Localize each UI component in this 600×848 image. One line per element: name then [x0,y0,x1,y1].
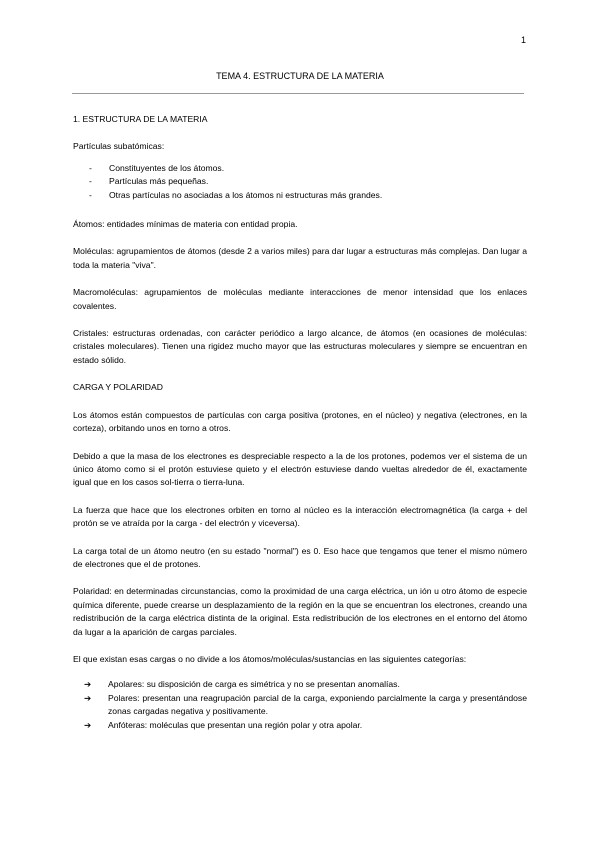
list-item [84,719,527,732]
paragraph: La carga total de un átomo neutro (en su estado "normal") es 0. Eso hace que tengamos que tener el mismo número de electrones que el de protones. [73,545,527,569]
arrow-icon: ➔ [84,719,92,730]
page-number: 1 [520,35,526,45]
paragraph-atoms: Átomos: entidades mínimas de materia con entidad propia. [73,219,298,230]
paragraph-crystals: Cristales: estructuras ordenadas, con carácter periódico a largo alcance, de átomos (en ocasiones de moléculas: cristales moleculares). Tienen una rigidez mucho mayor que las estructuras moleculares y siempre se encuentran en estado sólido. [73,328,527,365]
paragraph-molecules: Moléculas: agrupamientos de átomos (desde 2 a varios miles) para dar lugar a estructuras más complejas. Dan lugar a toda la materia "viva". [73,246,527,270]
subatomic-list [89,162,527,202]
paragraph-macromolecules: Macromoléculas: agrupamientos de moléculas mediante interacciones de menor intensidad que los enlaces covalentes. [73,287,527,311]
paragraph: Los átomos están compuestos de partículas con carga positiva (protones, en el núcleo) y negativa (electrones, en la corteza), orbitando unos en torno a otros. [73,409,527,434]
paragraph-polarity: Polaridad: en determinadas circunstancias, como la proximidad de una carga eléctrica, un ión u otro átomo de especie química diferente, puede crearse un desplazamiento de la región en la que se encuentran los electrones, creando una redistribución de la carga eléctrica distinta de la original. Esta redistribución de los electrones en el entorno del átomo da lugar a la aparición de cargas parciales. [73,586,527,637]
paragraph: Debido a que la masa de los electrones es despreciable respecto a la de los protones, podemos ver el sistema de un único átomo como si el protón estuviese quieto y el electrón estuviese dando vueltas alrededor de él, exactamente igual que en los casos sol-tierra o tierra-luna. [73,450,527,488]
section-heading-charge: CARGA Y POLARIDAD [73,382,163,393]
category-text: Apolares: su disposición de carga es simétrica y no se presentan anomalías. [108,679,400,690]
list-item [84,692,527,719]
document-title: TEMA 4. ESTRUCTURA DE LA MATERIA [216,71,384,81]
category-text: Polares: presentan una reagrupación parcial de la carga, exponiendo parcialmente la carga y presentándose zonas cargadas negativa y positivamente. [108,692,527,717]
arrow-icon: ➔ [84,679,92,690]
list-item: - Otras partículas no asociadas a los átomos ni estructuras más grandes. [89,189,527,202]
document-body [73,113,527,732]
list-item: - Partículas más pequeñas. [89,175,527,188]
title-divider [72,93,524,94]
category-text: Anfóteras: moléculas que presentan una región polar y otra apolar. [108,719,363,730]
list-item: - Constituyentes de los átomos. [89,162,527,175]
paragraph: La fuerza que hace que los electrones orbiten en torno al núcleo es la interacción electromagnética (la carga + del protón se ve atraída por la carga - del electrón y viceversa). [73,504,527,529]
subatomic-heading: Partículas subatómicas: [73,141,165,152]
arrow-icon: ➔ [84,692,92,703]
paragraph: El que existan esas cargas o no divide a los átomos/moléculas/sustancias en las siguientes categorías: [73,653,467,664]
categories-list [84,678,527,732]
section-heading: 1. ESTRUCTURA DE LA MATERIA [73,114,208,124]
list-item [84,678,527,691]
